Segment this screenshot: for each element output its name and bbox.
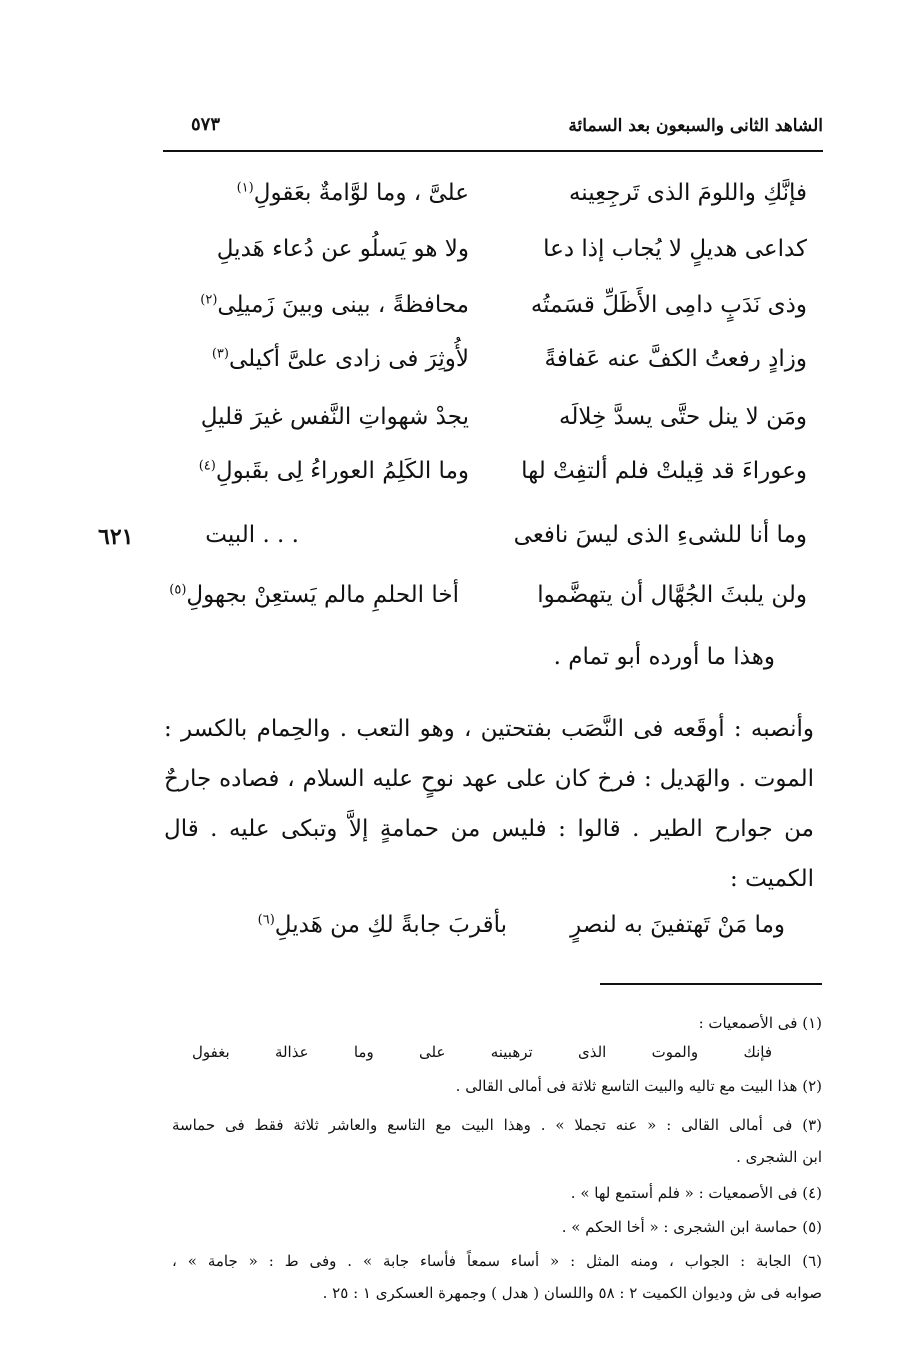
verse-first-hemistich: وذى نَدَبٍ دامِى الأَظَلِّ قسَمتُه: [530, 292, 807, 318]
verse-first-hemistich: وما أنا للشىءِ الذى ليسَ نافعى: [513, 522, 807, 548]
verse-second-hemistich: وما الكَلِمُ العوراءُ لِى بقَبولِ$^{(٤)}$: [198, 458, 469, 484]
verse-line: [0, 346, 917, 396]
footnote-marker: (٣): [211, 346, 229, 362]
verse-second-hemistich: لأُوثِرَ فى زادى علىَّ أكيلى$^{(٣)}$: [211, 346, 469, 372]
verse-line: [0, 180, 917, 230]
margin-verse-number: ٦٢١: [98, 524, 134, 550]
footnote-marker: (٦): [257, 912, 275, 928]
footnote-marker: (٢): [200, 292, 218, 308]
footnote-3: (٣) فى أمالى القالى : « عنه تجملا » . وهذا البيت مع التاسع والعاشر ثلاثة فقط فى حماسة: [172, 1116, 822, 1134]
running-header: [163, 112, 823, 152]
footnote-6-cont: صوابه فى ش وديوان الكميت ٢ : ٥٨ واللسان ( هدل ) وجمهرة العسكرى ١ : ٢٥ .: [322, 1284, 822, 1302]
verse-second-hemistich: ولا هو يَسلُو عن دُعاء هَديلِ: [216, 236, 469, 262]
verse-first-hemistich: وزادٍ رفعتُ الكفَّ عنه عَفافةً: [544, 346, 807, 372]
verse-first-hemistich: ولن يلبثَ الجُهَّال أن يتهضَّموا: [537, 582, 807, 608]
quote-verse: [0, 912, 917, 962]
verse-line: [0, 522, 917, 572]
verse-second-hemistich: بأقربَ جابةً لكِ من هَديلِ$^{(٦)}$: [257, 912, 507, 938]
page-number: ٥٧٣: [191, 114, 221, 135]
footnote-separator: [600, 983, 822, 985]
commentary-paragraph: وأنصبه : أوقَعه فى النَّصَب بفتحتين ، وهو التعب . والحِمام بالكسر : الموت . والهَديل : فرخ كان على عهد نوحٍ عليه السلام ، فصاده جارحٌ من جوارح الطير . قالوا : فليس من حمامةٍ إلاَّ وتبكى عليه . قال الكميت :: [164, 716, 814, 892]
verse-second-hemistich: يجدْ شهواتِ النَّفس غيرَ قليلِ: [200, 404, 469, 430]
verse-second-hemistich: محافظةً ، بينى وبينَ زَميلِى$^{(٢)}$: [200, 292, 469, 318]
verse-first-hemistich: كداعى هديلٍ لا يُجاب إذا دعا: [543, 236, 807, 262]
footnote-2: (٢) هذا البيت مع تاليه والبيت التاسع ثلاثة فى أمالى القالى .: [455, 1077, 822, 1095]
footnote-1: (١) فى الأصمعيات :: [698, 1014, 822, 1032]
verse-first-hemistich: فإنَّكِ واللومَ الذى تَرجِعِينه: [568, 180, 807, 206]
verse-first-hemistich: وعوراءَ قد قِيلتْ فلم ألتفِتْ لها: [521, 458, 807, 484]
footnote-1-verse: فإنك والموت الذى ترهبينه على وما عذالة بغفول: [192, 1043, 772, 1061]
verse-first-hemistich: وما مَنْ تَهتفينَ به لنصرٍ: [570, 912, 785, 938]
footnote-4: (٤) فى الأصمعيات : « فلم أستمع لها » .: [570, 1184, 822, 1202]
verse-line: [0, 458, 917, 508]
footnote-6: (٦) الجابة : الجواب ، ومنه المثل : « أساء سمعاً فأساء جابة » . وفى ط : « جامة » ،: [172, 1252, 822, 1270]
verse-line: [0, 236, 917, 286]
footnote-3-cont: ابن الشجرى .: [736, 1148, 822, 1166]
running-title: الشاهد الثانى والسبعون بعد السمائة: [568, 116, 823, 136]
verse-second-hemistich: علىَّ ، وما لوَّامةٌ بعَقولِ$^{(١)}$: [236, 180, 469, 206]
verse-line: [0, 582, 917, 632]
footnote-5: (٥) حماسة ابن الشجرى : « أخا الحكم » .: [561, 1218, 822, 1236]
footnote-marker: (٤): [198, 458, 216, 474]
verse-line: [0, 292, 917, 342]
footnote-marker: (٥): [169, 582, 187, 598]
verse-line: [0, 404, 917, 454]
footnote-marker: (١): [236, 180, 254, 196]
intro-line: وهذا ما أورده أبو تمام .: [553, 644, 775, 670]
verse-second-hemistich: أخا الحلمِ مالم يَستعِنْ بجهولِ$^{(٥)}$: [169, 582, 459, 608]
verse-first-hemistich: ومَن لا ينل حتَّى يسدَّ خِلالَه: [559, 404, 807, 430]
verse-second-hemistich: . . . البيت: [205, 522, 299, 548]
